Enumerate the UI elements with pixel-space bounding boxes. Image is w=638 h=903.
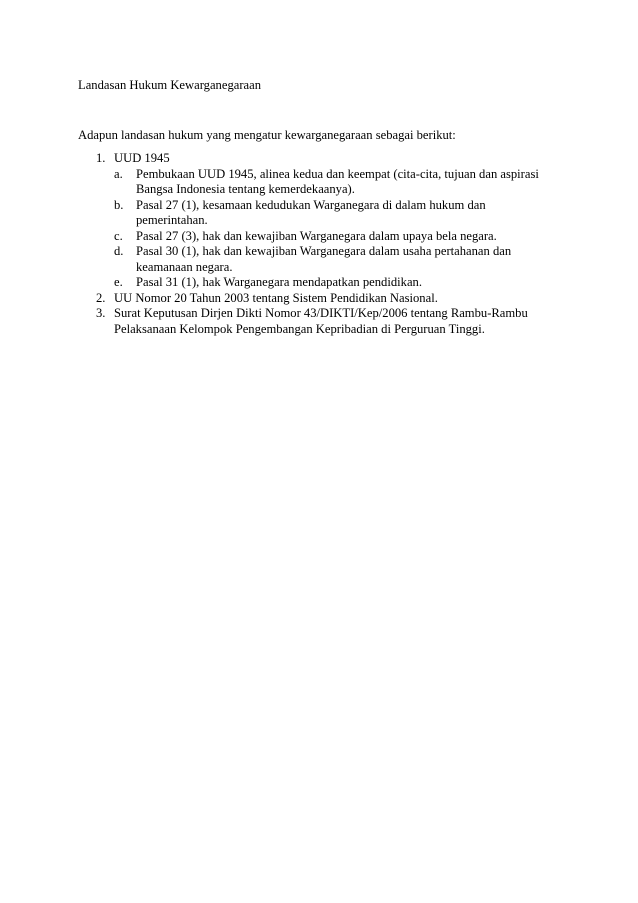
sub-item-text: Pasal 31 (1), hak Warganegara mendapatkan pendidikan. <box>136 275 422 289</box>
list-item-text: Surat Keputusan Dirjen Dikti Nomor 43/DIKTI/Kep/2006 tentang Rambu-Rambu Pelaksanaan Kelompok Pengembangan Kepribadian di Perguruan Tinggi. <box>114 306 528 336</box>
sub-item-text: Pasal 27 (1), kesamaan kedudukan Warganegara di dalam hukum dan pemerintahan. <box>136 197 486 227</box>
list-marker: 2. <box>96 290 106 305</box>
list-marker: 1. <box>96 151 106 165</box>
sub-marker: a. <box>114 166 123 181</box>
list-item-text: UU Nomor 20 Tahun 2003 tentang Sistem Pendidikan Nasional. <box>114 290 438 305</box>
sub-marker: e. <box>114 275 123 289</box>
list-item-text: UUD 1945 <box>114 151 170 165</box>
sub-item-d <box>0 244 554 275</box>
document-title: Landasan Hukum Kewarganegaraan <box>78 78 261 92</box>
list-marker: 3. <box>96 306 106 320</box>
sub-marker: d. <box>114 244 124 258</box>
sub-item-b <box>0 198 554 229</box>
sub-item-text: Pembukaan UUD 1945, alinea kedua dan keempat (cita-cita, tujuan dan aspirasi Bangsa Indonesia tentang kemerdekaanya). <box>136 166 539 196</box>
list-item-2 <box>0 291 554 307</box>
sub-item-text: Pasal 30 (1), hak dan kewajiban Warganegara dalam usaha pertahanan dan keamanaan negara. <box>136 244 512 274</box>
sub-item-a <box>0 167 554 198</box>
sub-item-c <box>0 229 554 245</box>
sub-item-e <box>0 275 554 291</box>
legal-basis-list <box>0 151 638 337</box>
sub-marker: b. <box>114 197 124 212</box>
sub-marker: c. <box>114 228 123 243</box>
list-item-3 <box>0 306 554 337</box>
intro-paragraph: Adapun landasan hukum yang mengatur kewarganegaraan sebagai berikut: <box>78 128 456 142</box>
list-item-1 <box>0 151 554 167</box>
sub-item-text: Pasal 27 (3), hak dan kewajiban Warganegara dalam upaya bela negara. <box>136 228 497 243</box>
